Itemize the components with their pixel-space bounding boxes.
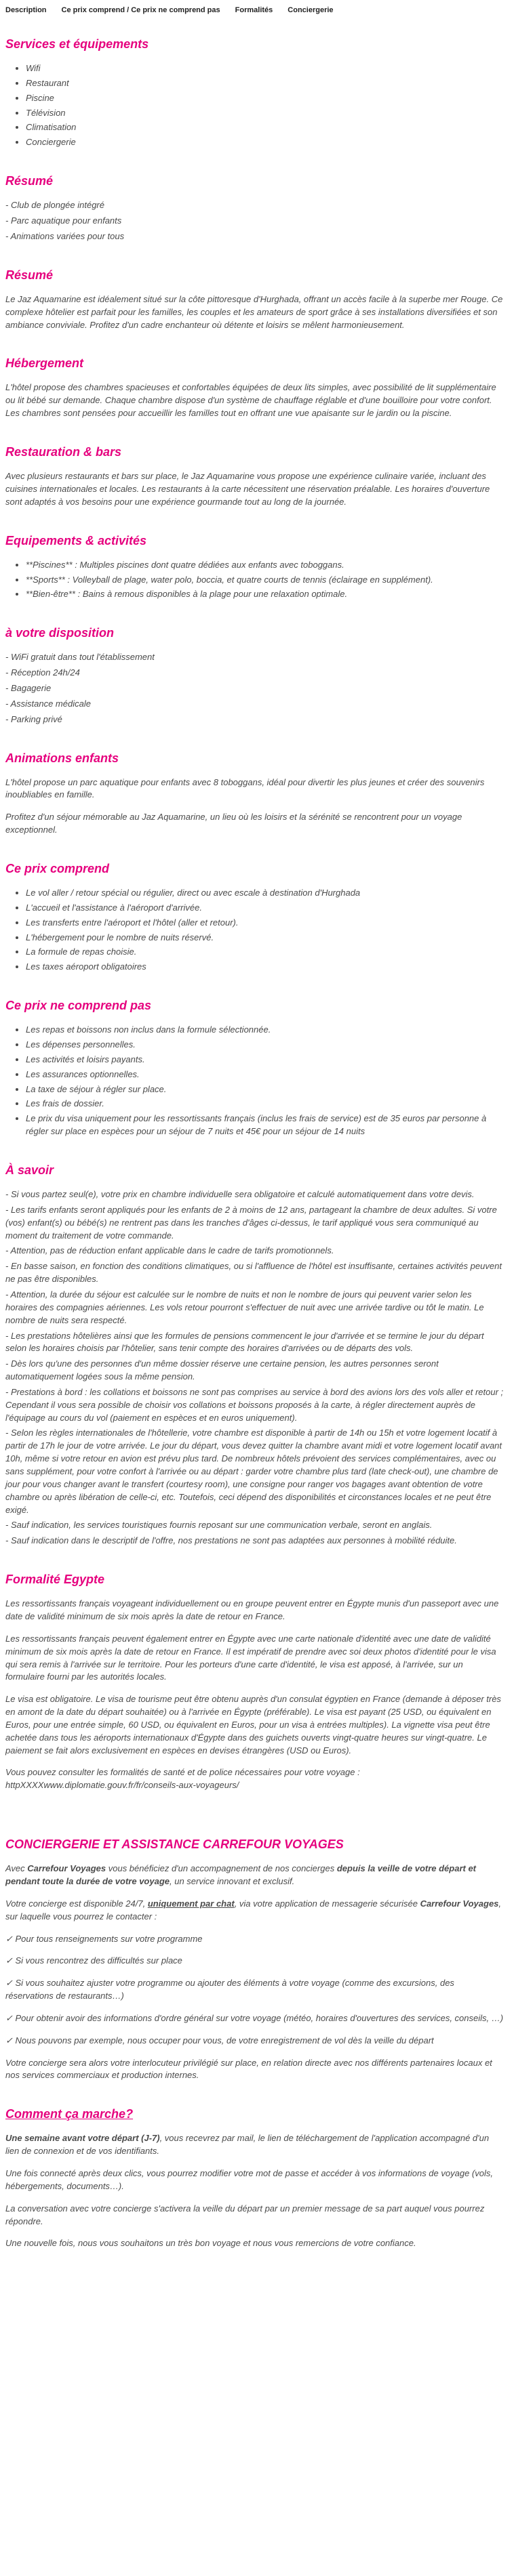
text-segment: , sur laquelle vous pourrez le contacter :: [5, 1898, 502, 1921]
paragraph: L'hôtel propose un parc aquatique pour enfants avec 8 toboggans, idéal pour divertir les plus jeunes et créer des souvenirs inoubliables en famille.: [5, 776, 485, 800]
bullet-item: • **Bien-être** : Bains à remous disponibles à la plage pour une relaxation optimale.: [26, 588, 505, 601]
section-animations-enfants: [5, 749, 505, 837]
bullet-list: [5, 559, 505, 602]
line-list: [5, 1188, 505, 1547]
bullet-item: • Conciergerie: [26, 136, 505, 149]
section-resume-liste: [5, 172, 505, 243]
line-item: - Dès lors qu'une des personnes d'un même dossier réserve une certaine pension, les autres personnes seront automatiquement logées sous la même pension.: [5, 1358, 439, 1382]
paragraph: ✓ Nous pouvons par exemple, nous occuper pour vous, de votre enregistrement de vol dès la veille du départ: [5, 2035, 434, 2045]
section-equipements-activites: [5, 532, 505, 602]
bullet-item: • L'accueil et l'assistance à l'aéroport d'arrivée.: [26, 902, 505, 915]
section-ce-prix-comprend: [5, 860, 505, 974]
paragraph: ✓ Pour obtenir avoir des informations d'ordre général sur votre voyage (météo, horaires d'ouvertures des services, conseils, …): [5, 2012, 504, 2023]
text-segment: Votre concierge est disponible 24/7,: [5, 1898, 148, 1909]
line-item: - Sauf indication, les services touristiques fournis reposant sur une communication verbale, seront en anglais.: [5, 1520, 433, 1531]
line-item: - Attention, la durée du séjour est calculée sur le nombre de nuits et non le nombre de jours qui peuvent varier selon les horaires des compagnies aériennes. Les vols retour pourront s'effectuer de nuit avec une arrivée tardive ou tôt le matin. Le nombre de nuits sera respecté.: [5, 1289, 484, 1325]
line-item: - Prestations à bord : les collations et boissons ne sont pas comprises au service à bord des avions lors des vols aller et retour ; Cependant il vous sera possible de choisir vos collations et boissons proposés à la carte, à régler directement auprès de l'équipage au cours du vol (paiement en espèces et en euros uniquement).: [5, 1386, 504, 1423]
bullet-item: • **Sports** : Volleyball de plage, water polo, boccia, et quatre courts de tennis (éclairage en supplément).: [26, 574, 505, 587]
bullet-item: • Piscine: [26, 92, 505, 105]
line-item: - En basse saison, en fonction des conditions climatiques, ou si l'affluence de l'hôtel est insuffisante, certaines activités peuvent ne pas être disponibles.: [5, 1261, 502, 1285]
heading-comment-ca-marche: Comment ça marche?: [5, 2107, 134, 2121]
text-segment: , via votre application de messagerie sécurisée: [234, 1898, 420, 1909]
line-list: [5, 651, 505, 726]
section-services-et-equipements: [5, 35, 505, 149]
line-item: - Bagagerie: [5, 683, 52, 693]
line-item: - Réception 24h/24: [5, 667, 80, 678]
heading-conciergerie-assistance: CONCIERGERIE ET ASSISTANCE CARREFOUR VOYAGES: [5, 1837, 344, 1852]
heading-restauration-bars: Restauration & bars: [5, 444, 122, 459]
tab-formalites[interactable]: Formalités: [235, 6, 273, 14]
bullet-item: • **Piscines** : Multiples piscines dont quatre dédiées aux enfants avec toboggans.: [26, 559, 505, 572]
paragraph: [5, 2132, 505, 2158]
text-segment: depuis la veille de votre départ et pendant toute la durée de votre voyage: [5, 1863, 477, 1887]
paragraph: L'hôtel propose des chambres spacieuses et confortables équipées de deux lits simples, avec possibilité de lit supplémentaire ou lit bébé sur demande. Chaque chambre dispose d'un système de chauffage réglable et d'une bouilloire pour votre confort. Les chambres sont pensées pour accueillir les familles tout en offrant une vue apaisante sur le jardin ou la piscine.: [5, 382, 496, 419]
paragraph: ✓ Pour tous renseignements sur votre programme: [5, 1933, 203, 1944]
paragraph: Le visa est obligatoire. Le visa de tourisme peut être obtenu auprès d'un consulat égyptien en France (demande à déposer très en amont de la date du départ souhaitée) ou à l'arrivée en Égypte (préférable). Le visa est payant (25 USD, ou équivalent en Euros, pour une entrée simple, 60 USD, ou équivalent en Euros, pour un visa à entrées multiples). La vignette visa peut être achetée dans tous les aéroports internationaux d'Égypte dans des guichets ouverts vingt-quatre heures sur vingt-quatre. Le paiement se fait alors exclusivement en espèces en devises étrangères (USD ou Euros).: [5, 1694, 501, 1756]
bullet-item: • Les dépenses personnelles.: [26, 1039, 505, 1052]
section-a-votre-disposition: [5, 624, 505, 726]
paragraph: [5, 1898, 505, 1924]
paragraph: Votre concierge sera alors votre interlocuteur privilégié sur place, en relation directe avec nos différents partenaires locaux et nos services commerciaux et production internes.: [5, 2057, 492, 2081]
section-conciergerie-assistance: [5, 1835, 505, 2082]
paragraph: Les ressortissants français peuvent également entrer en Égypte avec une carte nationale d'identité avec une date de validité minimum de six mois après la date de retour en France. Il est impératif de prendre avec soi deux photos d'identité pour le visa qui sera remis à l'arrivée sur le territoire. Pour les porteurs d'une carte d'identité, le visa est apposé, à l'arrivée, sur un formulaire fourni par les autorités locales.: [5, 1633, 496, 1682]
line-item: - Animations variées pour tous: [5, 230, 125, 241]
paragraph: Profitez d'un séjour mémorable au Jaz Aquamarine, un lieu où les loisirs et la sérénité se rencontrent pour un voyage exceptionnel.: [5, 812, 462, 835]
bullet-item: • Restaurant: [26, 77, 505, 90]
line-item: - WiFi gratuit dans tout l'établissement: [5, 652, 155, 663]
section-comment-ca-marche: [5, 2105, 505, 2250]
tab-prix[interactable]: Ce prix comprend / Ce prix ne comprend pas: [61, 6, 220, 14]
heading-ce-prix-comprend: Ce prix comprend: [5, 862, 110, 875]
bullet-list: [5, 1024, 505, 1138]
text-segment: Avec: [5, 1863, 28, 1874]
bullet-item: • Le vol aller / retour spécial ou régulier, direct ou avec escale à destination d'Hurghada: [26, 887, 505, 900]
line-list: [5, 199, 505, 243]
section-resume: [5, 266, 505, 332]
text-segment: Une semaine avant votre départ (J-7): [5, 2133, 160, 2144]
bullet-item: • Télévision: [26, 107, 505, 120]
bullet-item: • L'hébergement pour le nombre de nuits réservé.: [26, 932, 505, 944]
section-formalite-egypte: [5, 1571, 505, 1792]
heading-a-votre-disposition: à votre disposition: [5, 626, 115, 640]
heading-ce-prix-ne-comprend-pas: Ce prix ne comprend pas: [5, 999, 152, 1013]
heading-equipements-activites: Equipements & activités: [5, 533, 147, 547]
bullet-item: • Les activités et loisirs payants.: [26, 1054, 505, 1066]
heading-resume: Résumé: [5, 268, 54, 282]
text-segment: Carrefour Voyages: [27, 1863, 106, 1874]
section-restauration-bars: [5, 443, 505, 509]
paragraph: Vous pouvez consulter les formalités de santé et de police nécessaires pour votre voyage : httpXXXXwww.diplomatie.gouv.fr/fr/conseils-aux-voyageurs/: [5, 1767, 360, 1791]
tab-description[interactable]: Description: [5, 6, 47, 14]
paragraph: Avec plusieurs restaurants et bars sur place, le Jaz Aquamarine vous propose une expérience culinaire variée, incluant des cuisines internationales et locales. Les restaurants à la carte nécessitent une réservation préalable. Les horaires d'ouverture sont adaptés à vos besoins pour une expérience gourmande tout au long de la journée.: [5, 471, 490, 507]
bullet-item: • Les assurances optionnelles.: [26, 1068, 505, 1081]
line-item: - Les tarifs enfants seront appliqués pour les enfants de 2 à moins de 12 ans, partageant la chambre de deux adultes. Si votre (vos) enfant(s) ou bébé(s) ne rentrent pas dans les tranches d'âges ci-dessus, le tarif appliqué vous sera communiqué au moment du traitement de votre commande.: [5, 1204, 497, 1241]
paragraph: Les ressortissants français voyageant individuellement ou en groupe peuvent entrer en Égypte munis d'un passeport avec une date de validité minimum de six mois après la date de retour en France.: [5, 1598, 499, 1621]
paragraph: Une nouvelle fois, nous vous souhaitons un très bon voyage et nous vous remercions de votre confiance.: [5, 2238, 416, 2249]
line-item: - Assistance médicale: [5, 698, 91, 709]
tab-conciergerie[interactable]: Conciergerie: [288, 6, 334, 14]
heading-formalite-egypte: Formalité Egypte: [5, 1573, 105, 1587]
bullet-item: • Les taxes aéroport obligatoires: [26, 961, 505, 974]
text-segment: , un service innovant et exclusif.: [170, 1876, 295, 1887]
section-hebergement: [5, 354, 505, 420]
section-ce-prix-ne-comprend-pas: [5, 997, 505, 1138]
heading-a-savoir: À savoir: [5, 1163, 54, 1177]
heading-animations-enfants: Animations enfants: [5, 751, 119, 765]
text-segment: Carrefour Voyages: [420, 1898, 499, 1909]
text-segment: , vous recevrez par mail, le lien de téléchargement de l'application accompagné d'un lien de connexion et de vos identifiants.: [5, 2133, 490, 2157]
line-item: - Attention, pas de réduction enfant applicable dans le cadre de tarifs promotionnels.: [5, 1245, 334, 1256]
bullet-item: • La formule de repas choisie.: [26, 946, 505, 959]
paragraph: ✓ Si vous rencontrez des difficultés sur place: [5, 1955, 182, 1966]
heading-resume-liste: Résumé: [5, 174, 54, 188]
bullet-item: • Les transferts entre l'aéroport et l'hôtel (aller et retour).: [26, 917, 505, 930]
line-item: - Sauf indication dans le descriptif de l'offre, nos prestations ne sont pas adaptées aux personnes à mobilité réduite.: [5, 1535, 457, 1546]
bullet-item: • Les repas et boissons non inclus dans la formule sélectionnée.: [26, 1024, 505, 1037]
text-segment: uniquement par chat: [147, 1898, 235, 1909]
paragraph: Le Jaz Aquamarine est idéalement situé sur la côte pittoresque d'Hurghada, offrant un accès facile à la superbe mer Rouge. Ce complexe hôtelier est parfait pour les familles, les couples et les amateurs de sport grâce à ses installations diversifiées et son ambiance conviviale. Profitez d'un cadre enchanteur où détente et loisirs se mêlent harmonieusement.: [5, 293, 503, 330]
text-segment: vous bénéficiez d'un accompagnement de nos concierges: [106, 1863, 337, 1874]
line-item: - Parking privé: [5, 713, 62, 724]
bullet-list: [5, 62, 505, 149]
bullet-item: • Wifi: [26, 62, 505, 75]
line-item: - Club de plongée intégré: [5, 200, 104, 211]
heading-hebergement: Hébergement: [5, 356, 84, 371]
paragraph: [5, 1863, 505, 1888]
description-content: [5, 35, 505, 2250]
description-tabs: [5, 5, 505, 16]
section-a-savoir: [5, 1161, 505, 1547]
bullet-list: [5, 887, 505, 974]
line-item: - Si vous partez seul(e), votre prix en chambre individuelle sera obligatoire et calculé automatiquement dans votre devis.: [5, 1189, 475, 1200]
bullet-item: • Climatisation: [26, 121, 505, 134]
line-item: - Selon les règles internationales de l'hôtellerie, votre chambre est disponible à partir de 14h ou 15h et votre logement locatif à partir de 17h le jour de votre arrivée. Le jour du départ, vous devez quitter la chambre avant midi et votre logement locatif avant 10h, même si votre retour en avion est prévu plus tard. De nombreux hôtels prévoient des services complémentaires, avec ou sans supplément, pour votre confort à l'arrivée ou au départ : garder votre chambre plus tard (late check-out), une chambre de jour pour vous changer avant le transfert (courtesy room), une consigne pour ranger vos bagages avant obtention de votre chambre ou après libération de celle-ci, etc. Toutefois, ceci dépend des disponibilités et circonstances locales et ne peut être exigé.: [5, 1428, 502, 1515]
line-item: - Les prestations hôtelières ainsi que les formules de pensions commencent le jour d'arrivée et se termine le jour du départ selon les horaires choisis par l'hôtelier, sans tenir compte des horaires d'arrivées ou de départs des vols.: [5, 1330, 484, 1354]
heading-services-et-equipements: Services et équipements: [5, 37, 149, 51]
bullet-item: • Les frais de dossier.: [26, 1098, 505, 1110]
paragraph: La conversation avec votre concierge s'activera la veille du départ par un premier message de sa part auquel vous pourrez répondre.: [5, 2203, 485, 2226]
bullet-item: • Le prix du visa uniquement pour les ressortissants français (inclus les frais de service) est de 35 euros par personne à régler sur place en espèces pour un séjour de 7 nuits et 45€ pour un séjour de 14 nuits: [26, 1113, 505, 1138]
bullet-item: • La taxe de séjour à régler sur place.: [26, 1083, 505, 1096]
line-item: - Parc aquatique pour enfants: [5, 215, 122, 226]
paragraph: Une fois connecté après deux clics, vous pourrez modifier votre mot de passe et accéder à vos informations de voyage (vols, hébergements, documents…).: [5, 2168, 493, 2191]
paragraph: ✓ Si vous souhaitez ajuster votre programme ou ajouter des éléments à votre voyage (comme des excursions, des réservations de restaurants…): [5, 1978, 454, 2001]
